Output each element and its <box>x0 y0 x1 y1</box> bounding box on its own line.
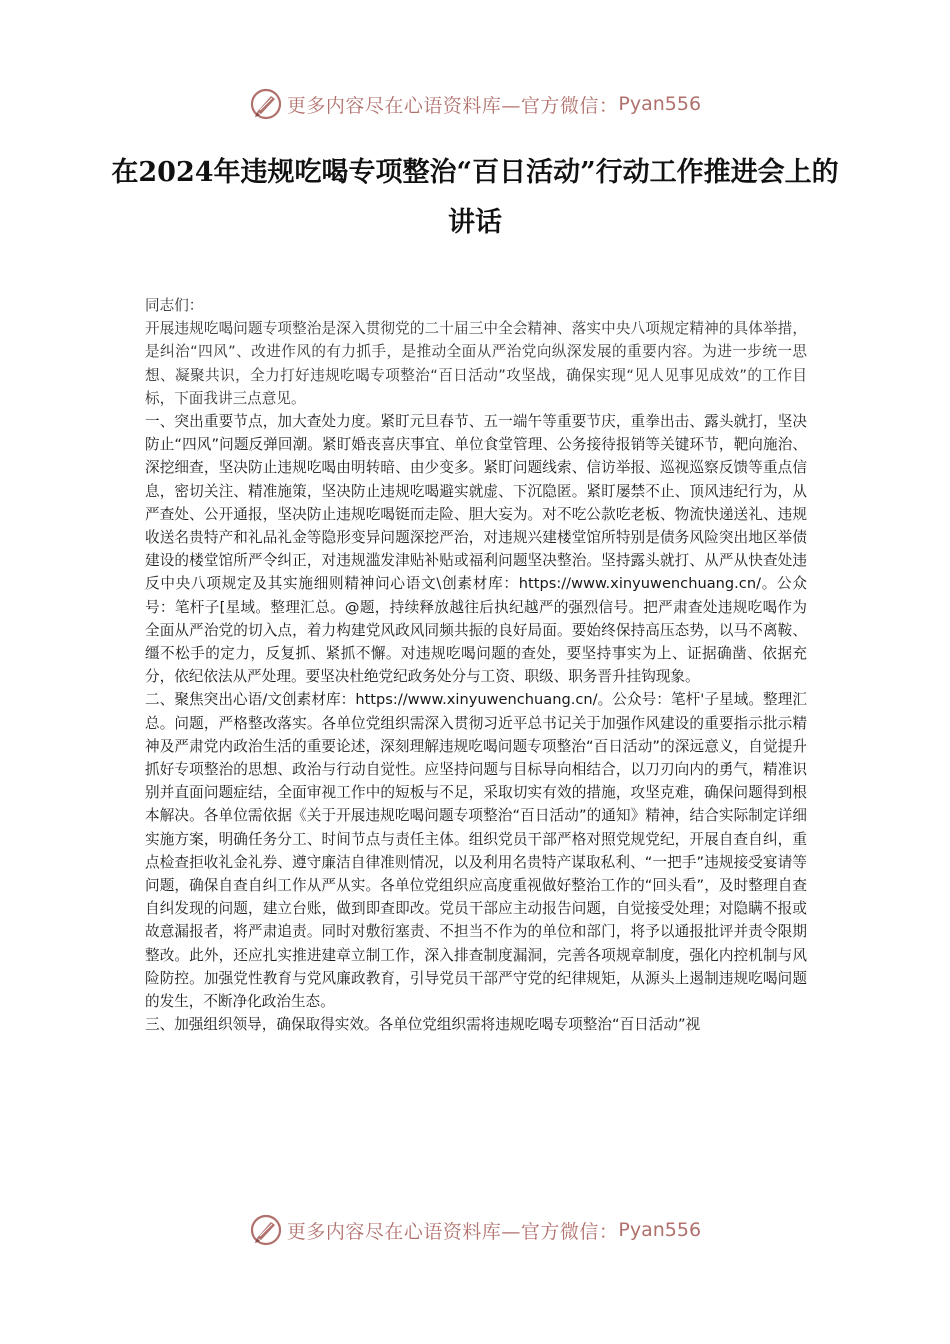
fountain-pen-circle-icon <box>249 87 283 121</box>
salutation: 同志们： <box>145 297 204 314</box>
paragraph-section-one: 一、突出重要节点，加大查处力度。紧盯元旦春节、五一端午等重要节庆，重拳出击、露头就打，坚决防止“四风”问题反弹回潮。紧盯婚丧喜庆事宜、单位食堂管理、公务接待报销等关键环节，靶向施治、深挖细查，坚决防止违规吃喝由明转暗、由少变多。紧盯问题线索、信访举报、巡视巡察反馈等重点信息，密切关注、精准施策，坚决防止违规吃喝避实就虚、下沉隐匿。紧盯屡禁不止、顶风违纪行为，从严查处、公开通报，坚决防止违规吃喝铤而走险、胆大妄为。对不吃公款吃老板、物流快递送礼、违规收送名贵特产和礼品礼金等隐形变异问题深挖严治，对违规兴建楼堂馆所特别是债务风险突出地区举债建设的楼堂馆所严令纠正，对违规滥发津贴补贴或福利问题坚决整治。坚持露头就打、从严从快查处违反中央八项规定及其实施细则精神问心语文\创素材库：https://www.xinyuwenchuang.cn/。公众号：笔杆子[星域。整理汇总。@题，持续释放越往后执纪越严的强烈信号。把严肃查处违规吃喝作为全面从严治党的切入点，着力构建党风政风同频共振的良好局面。要始终保持高压态势，以马不离鞍、缰不松手的定力，反复抓、紧抓不懈。对违规吃喝问题的查处，要坚持事实为上、证据确凿、依据充分，依纪依法从严处理。要坚决杜绝党纪政务处分与工资、职级、职务晋升挂钩现象。 <box>145 413 807 686</box>
paragraph-section-two: 二、聚焦突出心语/文创素材库：https://www.xinyuwenchuang.cn/。公众号：笔杆'子星域。整理汇总。问题，严格整改落实。各单位党组织需深入贯彻习近平总书记关于加强作风建设的重要指示批示精神及严肃党内政治生活的重要论述，深刻理解违规吃喝问题专项整治“百日活动”的深远意义，自觉提升抓好专项整治的思想、政治与行动自觉性。应坚持问题与目标导向相结合，以刀刃向内的勇气，精准识别并直面问题症结，全面审视工作中的短板与不足，采取切实有效的措施，攻坚克难，确保问题得到根本解决。各单位需依据《关于开展违规吃喝问题专项整治“百日活动”的通知》精神，结合实际制定详细实施方案，明确任务分工、时间节点与责任主体。组织党员干部严格对照党规党纪，开展自查自纠，重点检查拒收礼金礼券、遵守廉洁自律准则情况，以及利用名贵特产谋取私利、“一把手”违规接受宴请等问题，确保自查自纠工作从严从实。各单位党组织应高度重视做好整治工作的“回头看”，及时整理自查自纠发现的问题，建立台账，做到即查即改。党员干部应主动报告问题，自觉接受处理；对隐瞒不报或故意漏报者，将严肃追责。同时对敷衍塞责、不担当不作为的单位和部门，将予以通报批评并责令限期整改。此外，还应扎实推进建章立制工作，深入排查制度漏洞，完善各项规章制度，强化内控机制与风险防控。加强党性教育与党风廉政教育，引导党员干部严守党的纪律规矩，从源头上遏制违规吃喝问题的发生，不断净化政治生态。 <box>145 691 807 1011</box>
fountain-pen-circle-icon <box>249 1213 283 1247</box>
document-title: 在2024年违规吃喝专项整治“百日活动”行动工作推进会上的讲话 <box>111 157 839 238</box>
header-banner <box>0 84 950 124</box>
paragraph-intro: 开展违规吃喝问题专项整治是深入贯彻党的二十届三中全会精神、落实中央八项规定精神的具体举措，是纠治“四风”、改进作风的有力抓手，是推动全面从严治党向纵深发展的重要内容。为进一步统一思想、凝聚共识，全力打好违规吃喝专项整治“百日活动”攻坚战，确保实现“见人见事见成效”的工作目标，下面我讲三点意见。 <box>145 320 807 407</box>
document-body <box>145 294 807 1037</box>
header-banner-text: 更多内容尽在心语资料库—官方微信： <box>286 94 619 117</box>
paragraph-section-three: 三、加强组织领导，确保取得实效。各单位党组织需将违规吃喝专项整治“百日活动”视 <box>145 1016 701 1034</box>
footer-wechat-id: Pyan556 <box>618 1219 702 1241</box>
footer-banner <box>0 1210 950 1250</box>
footer-banner-text: 更多内容尽在心语资料库—官方微信： <box>286 1220 619 1243</box>
header-wechat-id: Pyan556 <box>618 93 702 115</box>
